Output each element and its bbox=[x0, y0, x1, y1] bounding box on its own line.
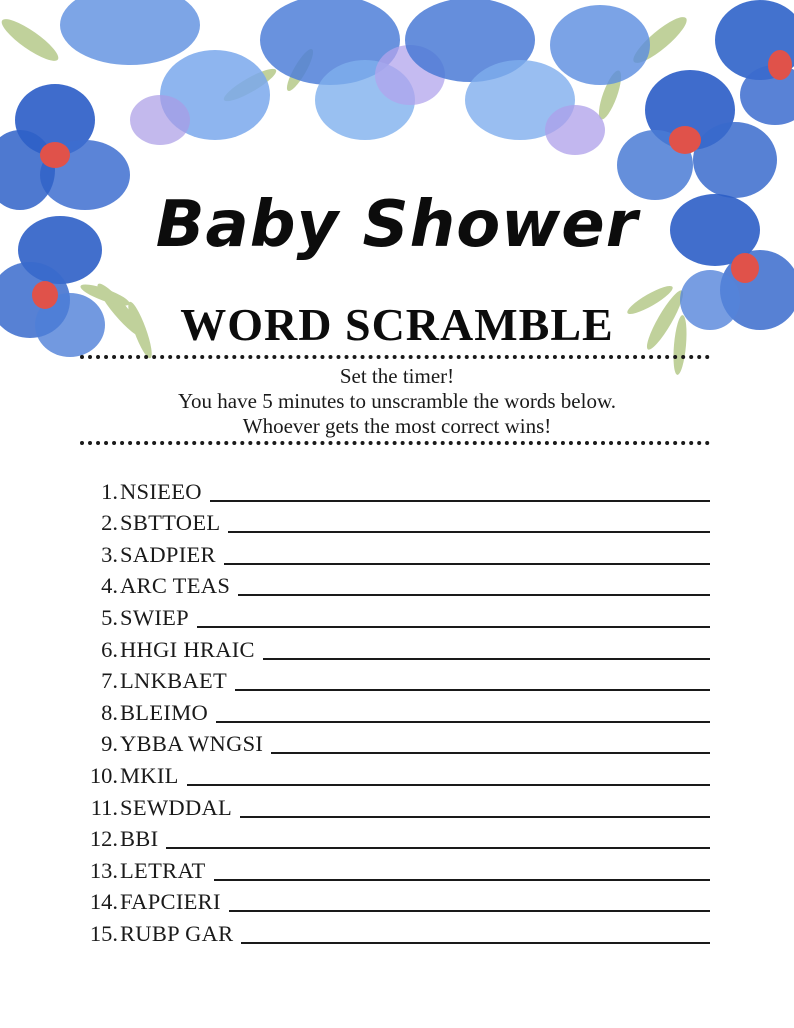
scrambled-word: NSIEEO bbox=[120, 478, 202, 504]
list-item bbox=[84, 821, 714, 853]
scrambled-word: SWIEP bbox=[120, 604, 189, 630]
list-item bbox=[84, 663, 714, 695]
answer-line[interactable] bbox=[240, 816, 710, 818]
answer-line[interactable] bbox=[214, 879, 710, 881]
answer-line[interactable] bbox=[238, 594, 710, 596]
list-item bbox=[84, 536, 714, 568]
item-number: 11. bbox=[90, 794, 118, 820]
item-number: 2. bbox=[101, 510, 118, 536]
list-item bbox=[84, 726, 714, 758]
scrambled-word: BLEIMO bbox=[120, 699, 209, 725]
answer-line[interactable] bbox=[235, 689, 710, 691]
scrambled-word: FAPCIERI bbox=[120, 889, 221, 915]
item-number: 1. bbox=[101, 478, 118, 504]
list-item bbox=[84, 473, 714, 505]
answer-line[interactable] bbox=[228, 531, 710, 533]
answer-line[interactable] bbox=[229, 910, 710, 912]
item-number: 13. bbox=[89, 857, 118, 883]
top-flowers bbox=[60, 0, 650, 155]
item-number: 8. bbox=[101, 699, 118, 725]
scrambled-word: HHGI HRAIC bbox=[120, 636, 255, 662]
list-item bbox=[84, 789, 714, 821]
scrambled-word: RUBP GAR bbox=[120, 920, 234, 946]
dotted-divider-top bbox=[80, 355, 710, 359]
item-number: 10. bbox=[89, 762, 118, 788]
item-number: 15. bbox=[89, 920, 118, 946]
answer-line[interactable] bbox=[166, 847, 710, 849]
answer-line[interactable] bbox=[224, 563, 710, 565]
answer-line[interactable] bbox=[263, 658, 710, 660]
scrambled-word: LNKBAET bbox=[120, 668, 228, 694]
item-number: 4. bbox=[101, 573, 118, 599]
list-item bbox=[84, 852, 714, 884]
dotted-divider-bottom bbox=[80, 441, 710, 445]
page-title: WORD SCRAMBLE bbox=[180, 299, 614, 350]
instruction-line-1: Set the timer! bbox=[339, 364, 455, 388]
answer-line[interactable] bbox=[210, 500, 710, 502]
item-number: 6. bbox=[101, 636, 118, 662]
list-item bbox=[84, 631, 714, 663]
instructions bbox=[0, 364, 794, 439]
list-item bbox=[84, 568, 714, 600]
list-item bbox=[84, 915, 714, 947]
scrambled-word: SADPIER bbox=[120, 541, 216, 567]
list-item bbox=[84, 694, 714, 726]
list-item bbox=[84, 599, 714, 631]
answer-line[interactable] bbox=[197, 626, 710, 628]
item-number: 5. bbox=[101, 604, 118, 630]
page-title-script: Baby Shower bbox=[155, 188, 639, 262]
list-item bbox=[84, 884, 714, 916]
scramble-list bbox=[84, 473, 714, 947]
instruction-line-2: You have 5 minutes to unscramble the words below. bbox=[177, 389, 617, 413]
scrambled-word: SEWDDAL bbox=[120, 794, 233, 820]
scrambled-word: LETRAT bbox=[120, 857, 206, 883]
answer-line[interactable] bbox=[241, 942, 710, 944]
scrambled-word: ARC TEAS bbox=[120, 573, 231, 599]
item-number: 7. bbox=[101, 668, 118, 694]
answer-line[interactable] bbox=[216, 721, 710, 723]
answer-line[interactable] bbox=[271, 752, 710, 754]
list-item bbox=[84, 757, 714, 789]
item-number: 14. bbox=[89, 889, 118, 915]
answer-line[interactable] bbox=[187, 784, 710, 786]
item-number: 12. bbox=[89, 826, 118, 852]
scrambled-word: MKIL bbox=[120, 762, 179, 788]
list-item bbox=[84, 505, 714, 537]
scrambled-word: YBBA WNGSI bbox=[120, 731, 264, 757]
scrambled-word: SBTTOEL bbox=[120, 510, 221, 536]
item-number: 3. bbox=[101, 541, 118, 567]
item-number: 9. bbox=[101, 731, 118, 757]
instruction-line-3: Whoever gets the most correct wins! bbox=[242, 414, 552, 438]
scrambled-word: BBI bbox=[120, 826, 159, 852]
